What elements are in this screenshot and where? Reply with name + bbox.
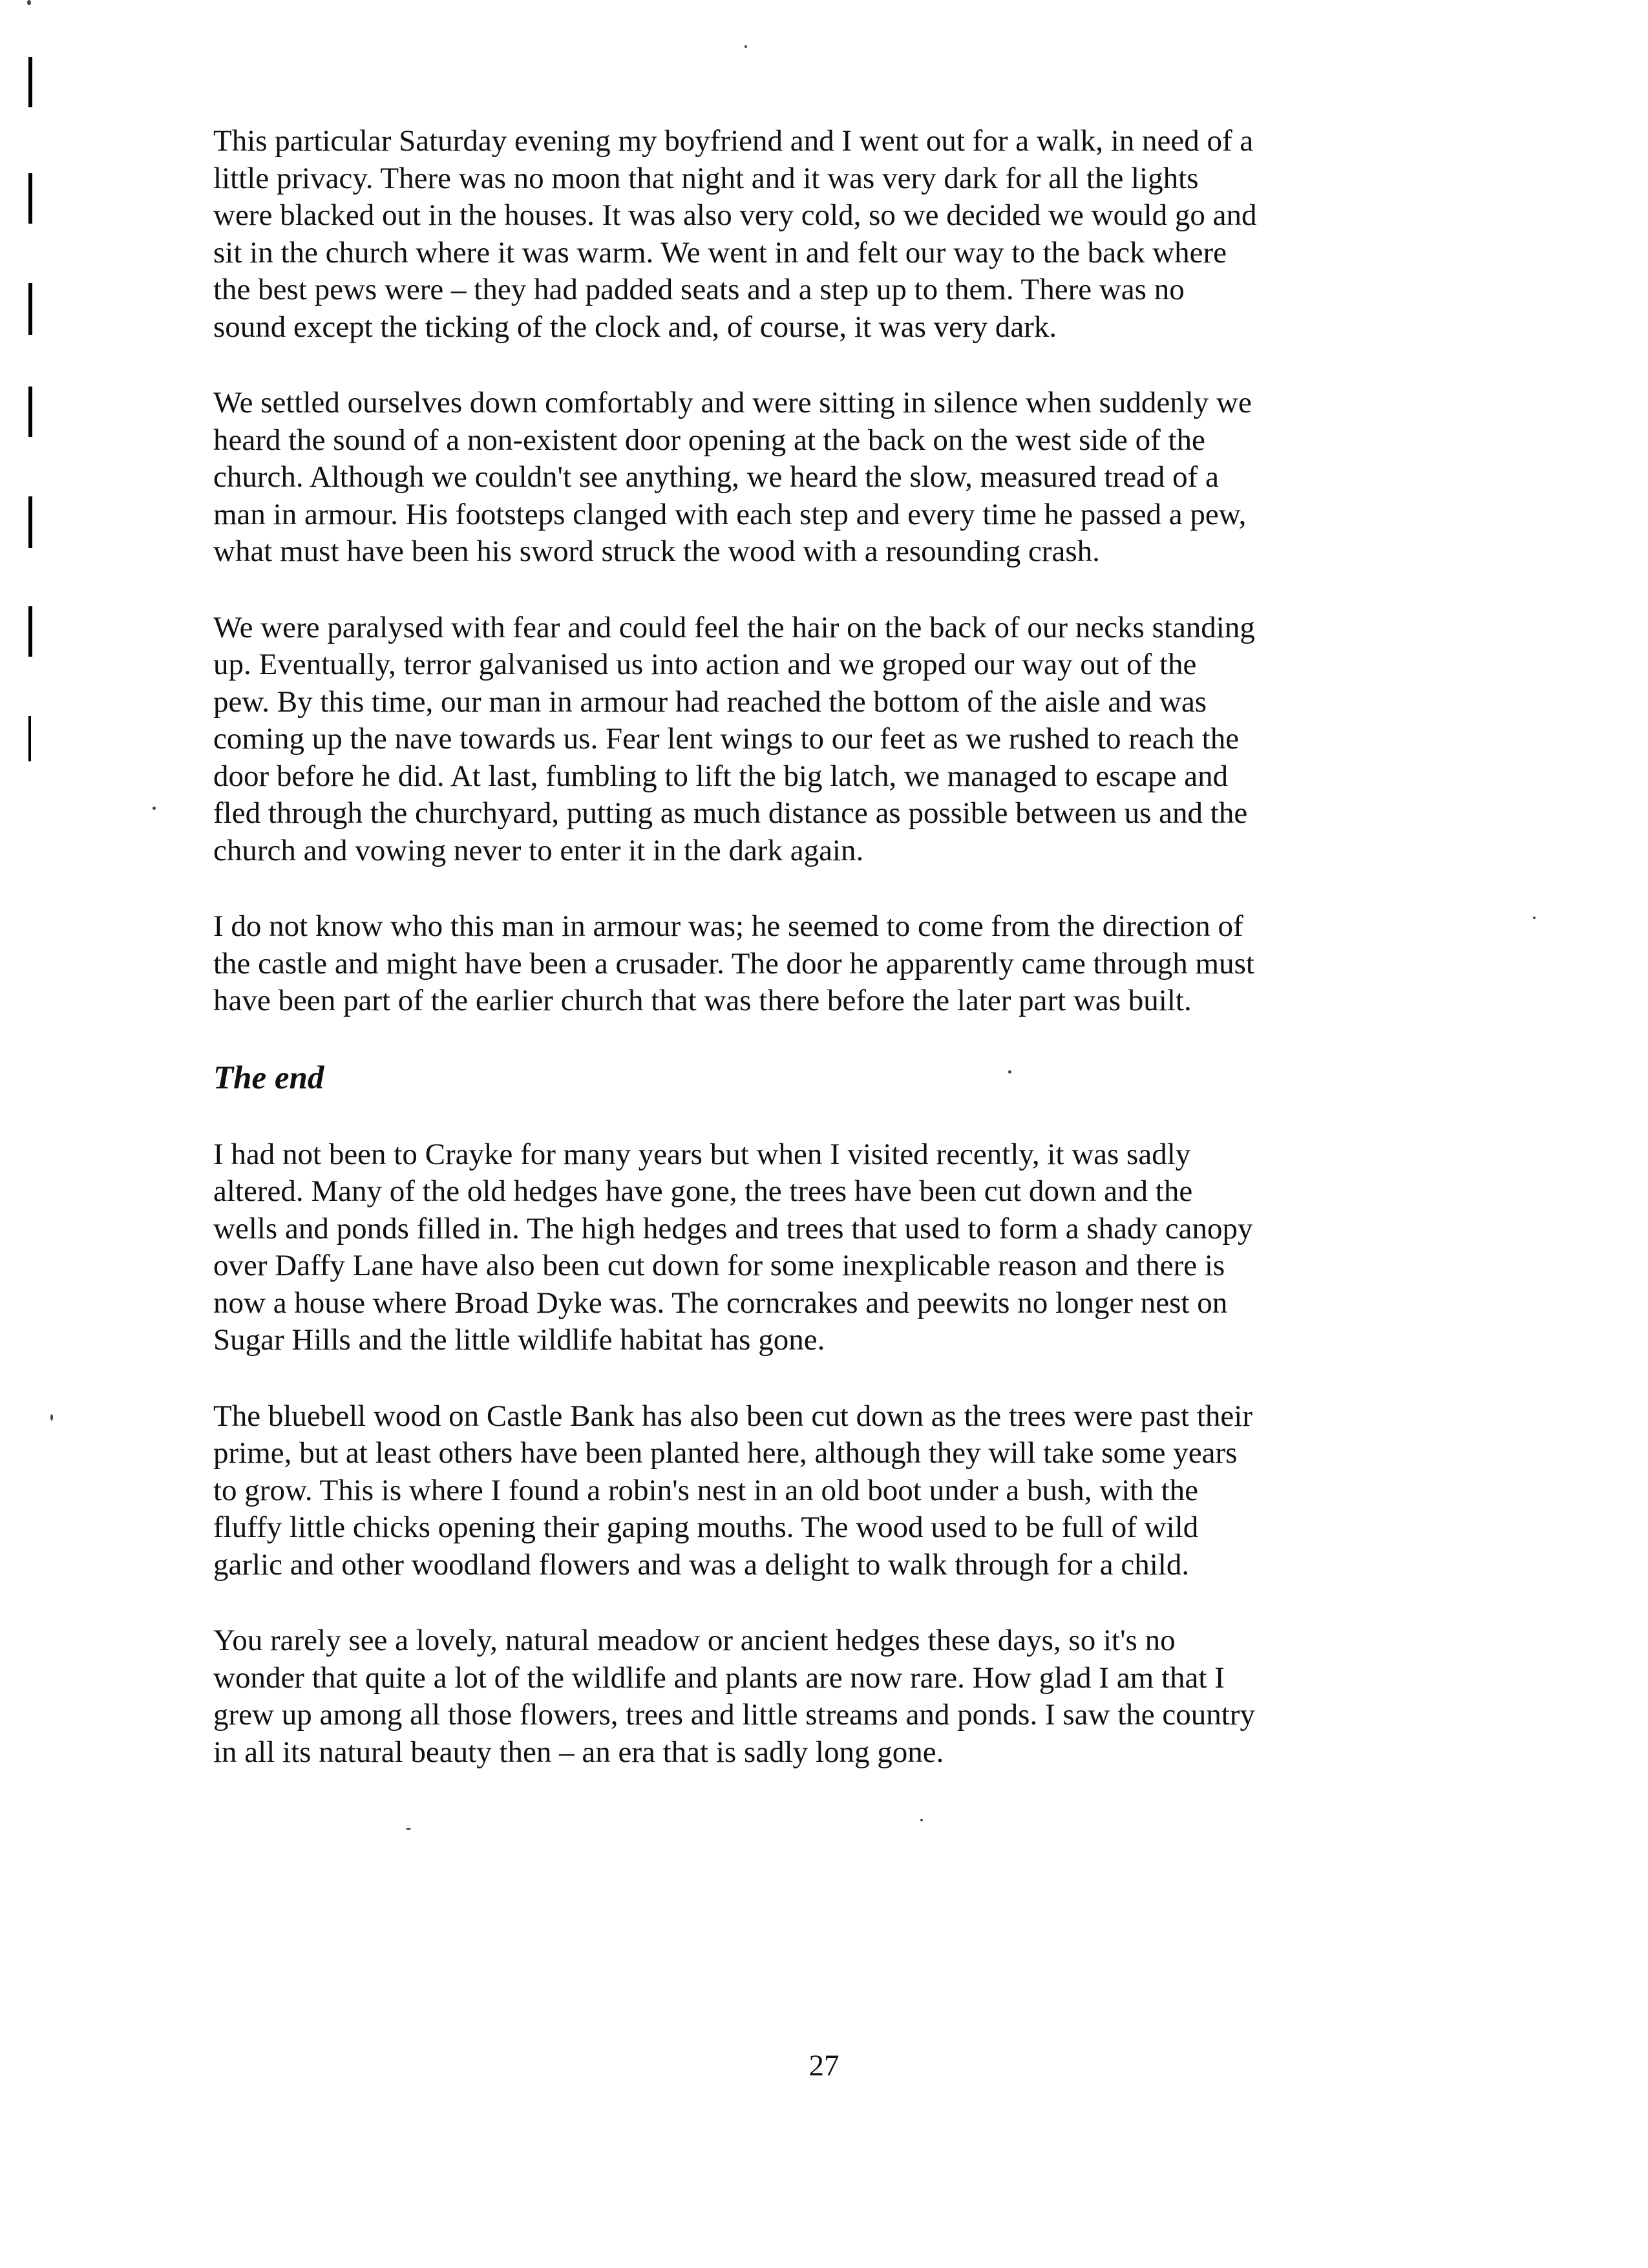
scan-speck (50, 1414, 53, 1421)
binding-mark (28, 283, 32, 335)
scan-speck (27, 0, 31, 5)
body-paragraph: We were paralysed with fear and could feel the hair on the back of our necks standing up. Eventually, terror galvanised us into action and we groped our way out of the pew. By this time, our man in armour had reached the bottom of the aisle and was coming up the nave towards us. Fear lent wings to our feet as we rushed to reach the door before he did. At last, fumbling to lift the big latch, we managed to escape and fled through the churchyard, putting as much distance as possible between us and the church and vowing never to enter it in the dark again. (213, 610, 1255, 867)
section-heading: The end (213, 1059, 324, 1096)
binding-mark (28, 57, 32, 107)
page-body (213, 123, 1364, 1771)
scan-speck (153, 807, 156, 810)
binding-mark (28, 606, 32, 657)
binding-mark (28, 173, 32, 224)
body-paragraph: I do not know who this man in armour was; he seemed to come from the direction of the castle and might have been a crusader. The door he apparently came through must have been part of the earlier church that was there before the later part was built. (213, 909, 1254, 1017)
body-paragraph: You rarely see a lovely, natural meadow or ancient hedges these days, so it's no wonder that quite a lot of the wildlife and plants are now rare. How glad I am that I grew up among all those flowers, trees and little streams and ponds. I saw the country in all its natural beauty then – an era that is sadly long gone. (213, 1624, 1255, 1769)
binding-mark (28, 496, 32, 548)
scan-speck (406, 1828, 411, 1830)
page-number: 27 (808, 2049, 840, 2083)
binding-mark (28, 716, 31, 761)
binding-mark (28, 387, 32, 437)
body-paragraph: We settled ourselves down comfortably and were sitting in silence when suddenly we heard the sound of a non-existent door opening at the back on the west side of the church. Although we couldn't see anything, we heard the slow, measured tread of a man in armour. His footsteps clanged with each step and every time he passed a pew, what must have been his sword struck the wood with a resounding crash. (213, 386, 1252, 568)
body-paragraph: This particular Saturday evening my boyfriend and I went out for a walk, in need of a little privacy. There was no moon that night and it was very dark for all the lights were blacked out in the houses. It was also very cold, so we decided we would go and sit in the church where it was warm. We went in and felt our way to the back where the best pews were – they had padded seats and a step up to them. There was no sound except the ticking of the clock and, of course, it was very dark. (213, 124, 1257, 344)
scan-speck (1533, 917, 1536, 919)
scan-speck (920, 1819, 923, 1821)
body-paragraph: I had not been to Crayke for many years but when I visited recently, it was sadly altered. Many of the old hedges have gone, the trees have been cut down and the wells and ponds filled in. The high hedges and trees that used to form a shady canopy over Daffy Lane have also been cut down for some inexplicable reason and there is now a house where Broad Dyke was. The corncrakes and peewits no longer nest on Sugar Hills and the little wildlife habitat has gone. (213, 1137, 1253, 1357)
body-paragraph: The bluebell wood on Castle Bank has also been cut down as the trees were past their prime, but at least others have been planted here, although they will take some years to grow. This is where I found a robin's nest in an old boot under a bush, with the fluffy little chicks opening their gaping mouths. The wood used to be full of wild garlic and other woodland flowers and was a delight to walk through for a child. (213, 1399, 1252, 1582)
scan-speck (745, 45, 747, 48)
